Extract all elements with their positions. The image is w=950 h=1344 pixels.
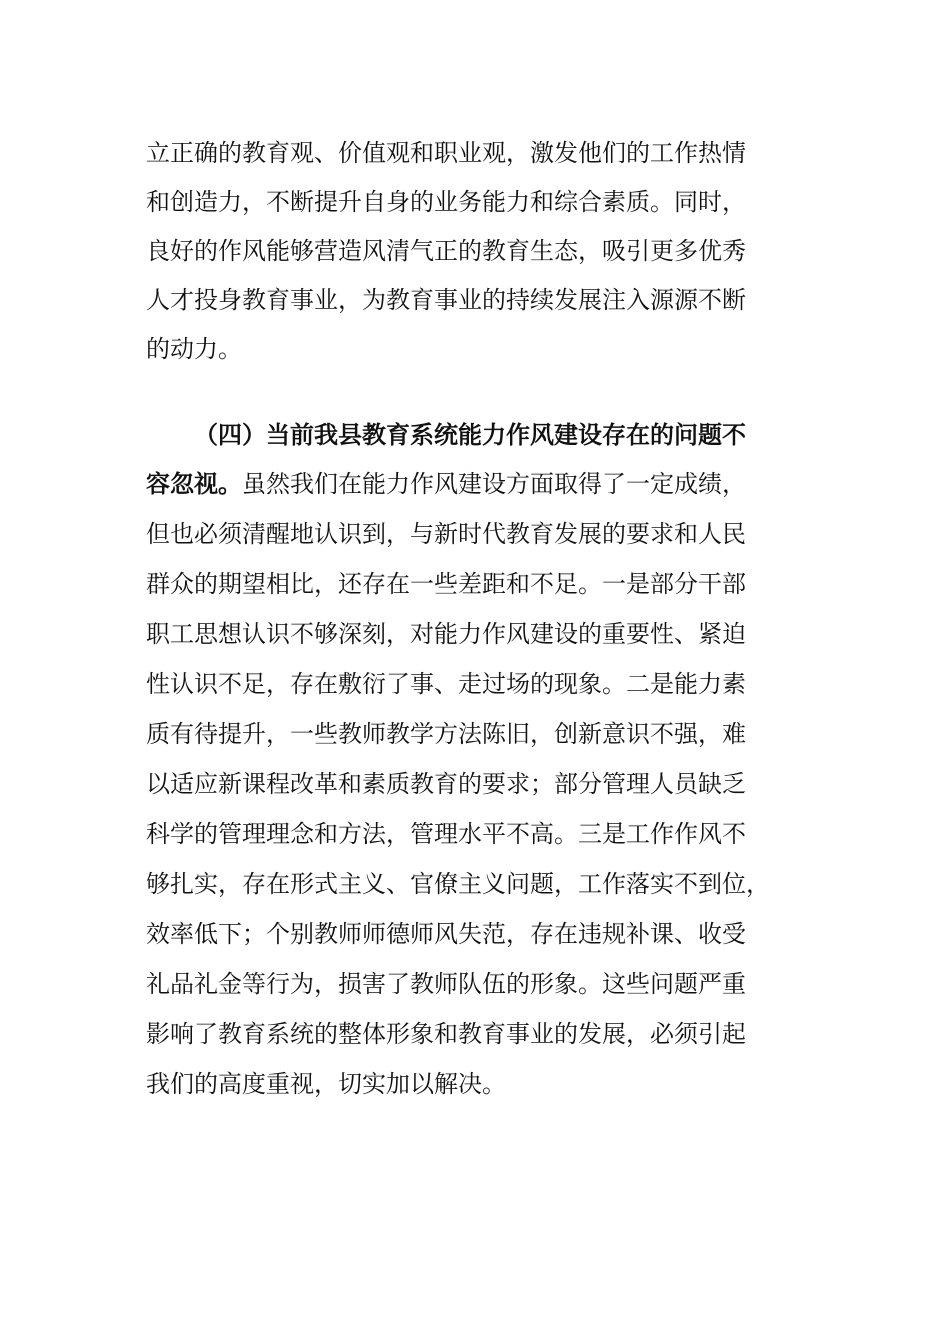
paragraph-2-line-6: 性认识不足，存在敷衍了事、走过场的现象。二是能力素 — [146, 670, 746, 698]
paragraph-2-line-13: 影响了教育系统的整体形象和教育事业的发展，必须引起 — [146, 1020, 746, 1048]
paragraph-2-line-12: 礼品礼金等行为，损害了教师队伍的形象。这些问题严重 — [146, 970, 746, 998]
paragraph-2-line-2 — [146, 468, 796, 500]
paragraph-2-line-10: 够扎实，存在形式主义、官僚主义问题，工作落实不到位， — [146, 870, 770, 898]
paragraph-2-line-7: 质有待提升，一些教师教学方法陈旧，创新意识不强，难 — [146, 720, 746, 748]
paragraph-2-line-3: 但也必须清醒地认识到，与新时代教育发展的要求和人民 — [146, 520, 746, 548]
paragraph-2-line-5: 职工思想认识不够深刻，对能力作风建设的重要性、紧迫 — [146, 620, 746, 648]
paragraph-2-line-4: 群众的期望相比，还存在一些差距和不足。一是部分干部 — [146, 570, 746, 598]
paragraph-2-line-8: 以适应新课程改革和素质教育的要求；部分管理人员缺乏 — [146, 770, 746, 798]
paragraph-1-line-4: 人才投身教育事业，为教育事业的持续发展注入源源不断 — [146, 286, 746, 314]
section-heading-line-1: （四）当前我县教育系统能力作风建设存在的问题不 — [194, 421, 746, 449]
section-heading-line-2: 容忽视。 — [146, 470, 242, 498]
paragraph-1-line-5: 的动力。 — [146, 335, 242, 363]
paragraph-1-line-2: 和创造力，不断提升自身的业务能力和综合素质。同时， — [146, 188, 746, 216]
paragraph-2-line-2-text: 虽然我们在能力作风建设方面取得了一定成绩， — [242, 470, 746, 498]
paragraph-2-line-11: 效率低下；个别教师师德师风失范，存在违规补课、收受 — [146, 920, 746, 948]
paragraph-1-line-3: 良好的作风能够营造风清气正的教育生态，吸引更多优秀 — [146, 237, 746, 265]
paragraph-2-line-14: 我们的高度重视，切实加以解决。 — [146, 1070, 506, 1098]
paragraph-1-line-1: 立正确的教育观、价值观和职业观，激发他们的工作热情 — [146, 139, 746, 167]
paragraph-2-line-9: 科学的管理理念和方法，管理水平不高。三是工作作风不 — [146, 820, 746, 848]
